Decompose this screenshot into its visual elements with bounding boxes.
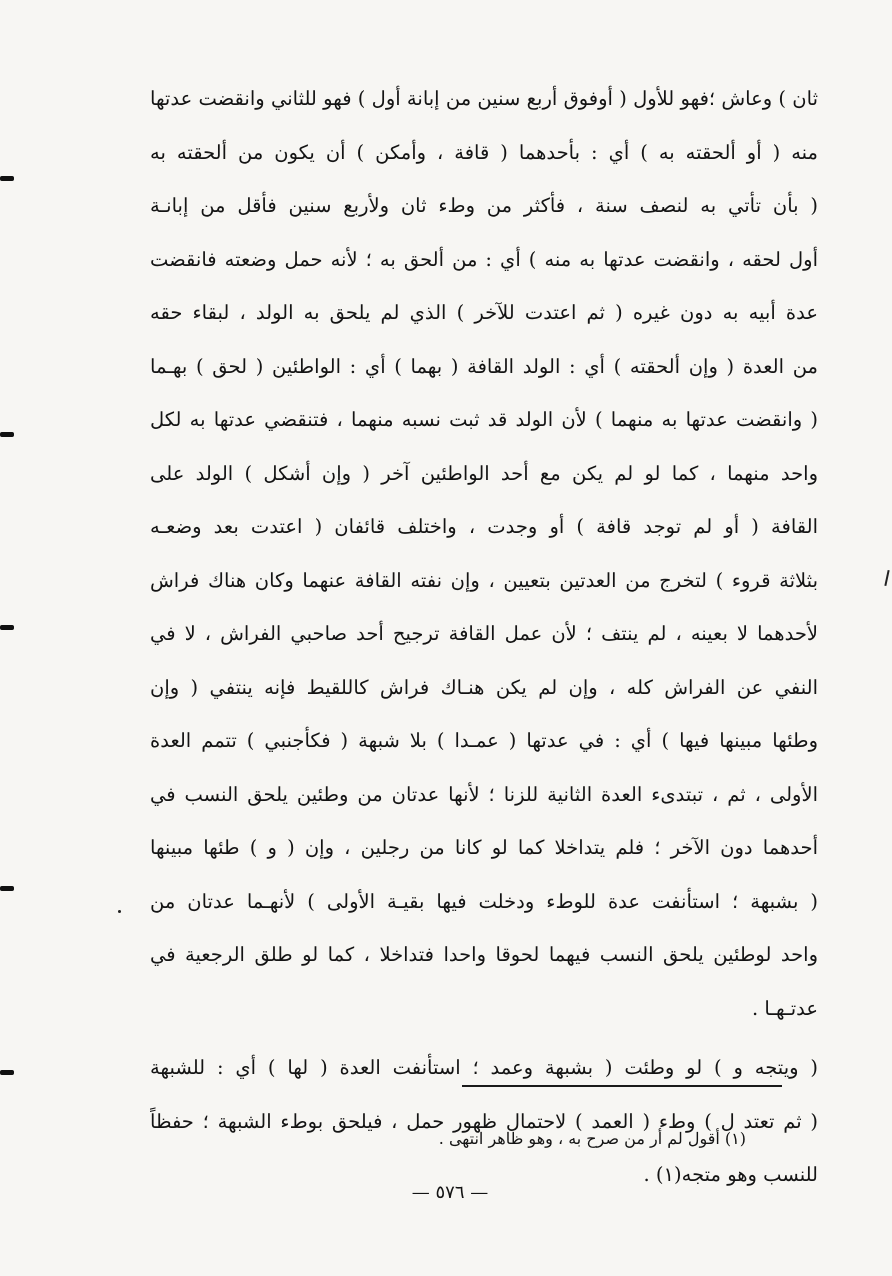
- binding-mark: [0, 1070, 14, 1075]
- binding-mark: [0, 886, 14, 891]
- text-line: من العدة ( وإن ألحقته ) أي : الولد القافة ( بهما ) أي : الواطئين ( لحق ) بهـما: [150, 354, 818, 378]
- text-line: واحد لوطئين يلحق النسب فيهما لحوقا واحدا فتداخلا ، كما لو طلق الرجعية في: [150, 943, 818, 966]
- text-line: القافة ( أو لم توجد قافة ) أو وجدت ، واختلف قائفان ( اعتدت بعد وضعـه: [150, 515, 818, 538]
- main-text: [150, 72, 818, 1202]
- scan-speck: [884, 570, 889, 586]
- text-line: ( ثم تعتد ل ) وطء ( العمد ) لاحتمال ظهور حمل ، فيلحق بوطء الشبهة ؛ حفظاً: [150, 1109, 818, 1133]
- text-line: ثان ) وعاش ؛فهو للأول ( أوفوق أربع سنين من إبانة أول ) فهو للثاني وانقضت عدتها: [150, 87, 818, 110]
- text-line: ( ويتجه و ) لو وطئت ( بشبهة وعمد ؛ استأنفت العدة ( لها ) أي : للشبهة: [150, 1056, 818, 1079]
- text-line: عدتـهـا .: [751, 996, 818, 1020]
- text-line: واحد منهما ، كما لو لم يكن مع أحد الواطئين آخر ( وإن أشكل ) الولد على: [150, 461, 818, 485]
- text-line: أول لحقه ، وانقضت عدتها به منه ) أي : من ألحق به ؛ لأنه حمل وضعته فانقضت: [150, 247, 818, 271]
- page-number: — ٥٧٦ —: [411, 1182, 489, 1203]
- text-line: أحدهما دون الآخر ؛ فلم يتداخلا كما لو كانا من رجلين ، وإن ( و ) طئها مبينها: [150, 836, 818, 859]
- footnote: (١) أقول لم أر من صرح به ، وهو ظاهر انتهى .: [438, 1129, 746, 1148]
- text-line: ( وانقضت عدتها به منهما ) لأن الولد قد ثبت نسبه منهما ، فتنقضي عدتها به لكل: [150, 408, 818, 431]
- text-line: وطئها مبينها فيها ) أي : في عدتها ( عمـدا ) بلا شبهة ( فكأجنبي ) تتمم العدة: [150, 729, 818, 752]
- text-line: ( بشبهة ؛ استأنفت عدة للوطء ودخلت فيها بقيـة الأولى ) لأنهـما عدتان من: [150, 889, 818, 913]
- text-line: منه ( أو ألحقته به ) أي : بأحدهما ( قافة ، وأمكن ) أن يكون من ألحقته به: [150, 140, 818, 164]
- footnote-separator: [462, 1085, 782, 1087]
- binding-mark: [0, 625, 14, 630]
- text-line: لأحدهما لا بعينه ، لم ينتف ؛ لأن عمل القافة ترجيح أحد صاحبي الفراش ، لا في: [150, 622, 818, 645]
- text-line: بثلاثة قروء ) لتخرج من العدتين بتعيين ، وإن نفته القافة عنهما وكان هناك فراش: [150, 568, 818, 592]
- text-line: النفي عن الفراش كله ، وإن لم يكن هنـاك فراش كاللقيط فإنه ينتفي ( وإن: [150, 675, 818, 699]
- text-line: عدة أبيه به دون غيره ( ثم اعتدت للآخر ) الذي لم يلحق به الولد ، لبقاء حقه: [150, 301, 818, 324]
- text-line: الأولى ، ثم ، تبتدىء العدة الثانية للزنا ؛ لأنها عدتان من وطئين يلحق النسب في: [150, 782, 818, 806]
- text-line: للنسب وهو متجه(١) .: [643, 1163, 818, 1186]
- binding-mark: [0, 176, 14, 181]
- binding-mark: [0, 432, 14, 437]
- text-line: ( بأن تأتي به لنصف سنة ، فأكثر من وطء ثان ولأربع سنين فأقل من إبانـة: [150, 194, 818, 217]
- scan-speck: [118, 910, 121, 913]
